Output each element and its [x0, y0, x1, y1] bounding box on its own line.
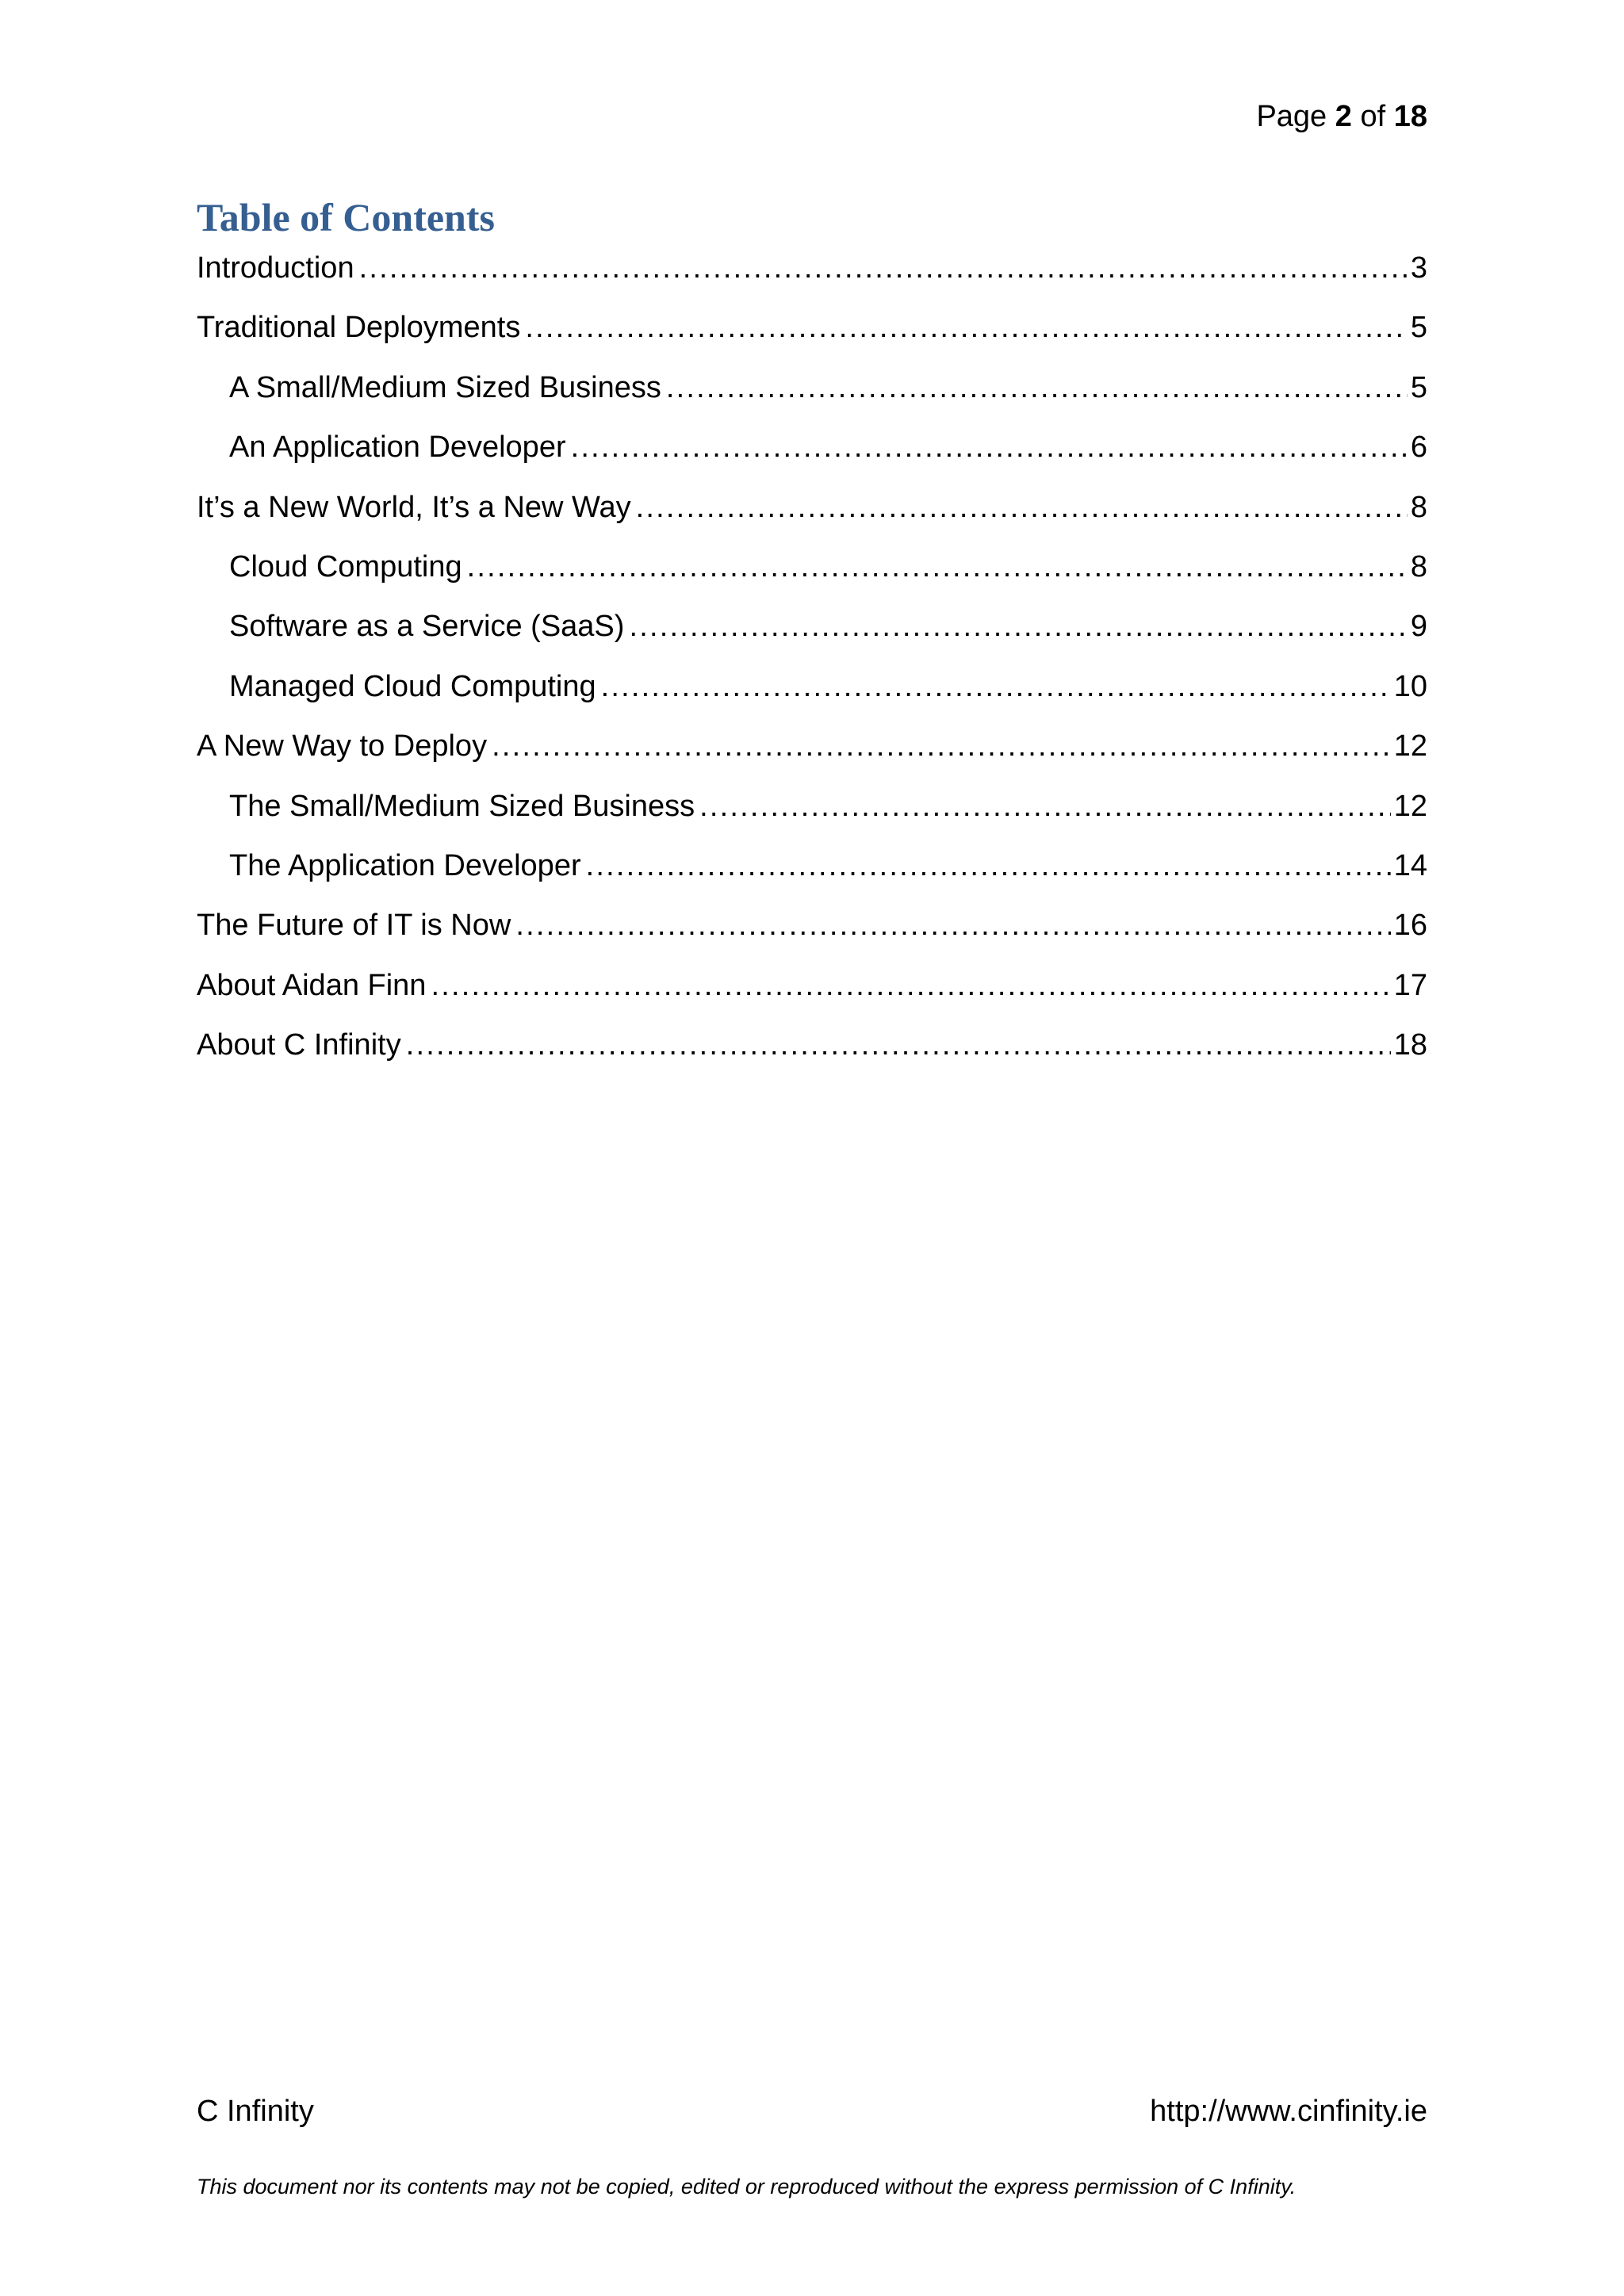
- toc-entry-the-small-medium-business[interactable]: [197, 783, 1427, 843]
- toc-dot-leader: [629, 603, 1407, 649]
- toc-title: Table of Contents: [197, 195, 495, 239]
- toc-entry-introduction[interactable]: [197, 245, 1427, 304]
- page-number-header: [1256, 95, 1427, 138]
- toc-entry-about-c-infinity[interactable]: [197, 1022, 1427, 1081]
- total-pages-number: 18: [1393, 100, 1427, 133]
- toc-dot-leader: [586, 843, 1391, 889]
- toc-entry-label: An Application Developer: [229, 430, 566, 465]
- footer-disclaimer: This document nor its contents may not be copied, edited or reproduced without the express permission of C Infinity.: [197, 2175, 1297, 2198]
- toc-entry-page: 8: [1410, 549, 1427, 584]
- toc-entry-label: Cloud Computing: [229, 549, 462, 584]
- toc-entry-page: 3: [1410, 251, 1427, 285]
- toc-entry-label: It’s a New World, It’s a New Way: [197, 490, 631, 524]
- toc-entry-managed-cloud-computing[interactable]: [197, 664, 1427, 723]
- toc-dot-leader: [467, 544, 1408, 590]
- toc-entry-page: 17: [1393, 968, 1427, 1002]
- page-prefix: Page: [1256, 100, 1327, 133]
- toc-entry-label: About Aidan Finn: [197, 968, 427, 1002]
- toc-entry-page: 5: [1410, 370, 1427, 404]
- toc-entry-label: Managed Cloud Computing: [229, 669, 596, 703]
- toc-entry-traditional-deployments[interactable]: [197, 304, 1427, 364]
- of-label: of: [1360, 100, 1386, 133]
- toc-dot-leader: [406, 1022, 1391, 1068]
- toc-entry-label: A New Way to Deploy: [197, 729, 488, 763]
- toc-entry-page: 12: [1393, 729, 1427, 763]
- footer-company-name: C Infinity: [197, 2095, 314, 2128]
- toc-entry-label: A Small/Medium Sized Business: [229, 370, 661, 404]
- toc-entry-label: Introduction: [197, 251, 354, 285]
- toc-entry-future-of-it[interactable]: [197, 902, 1427, 962]
- toc-dot-leader: [492, 723, 1391, 769]
- toc-entry-page: 10: [1393, 669, 1427, 703]
- toc-entry-label: About C Infinity: [197, 1028, 401, 1062]
- toc-entry-page: 9: [1410, 610, 1427, 644]
- toc-dot-leader: [359, 245, 1408, 291]
- toc-entry-cloud-computing[interactable]: [197, 544, 1427, 603]
- toc-entry-page: 8: [1410, 490, 1427, 524]
- toc-dot-leader: [699, 783, 1391, 829]
- toc-entry-label: Traditional Deployments: [197, 311, 521, 345]
- toc-entry-about-aidan-finn[interactable]: [197, 962, 1427, 1022]
- toc-entry-page: 5: [1410, 311, 1427, 345]
- footer-website-url[interactable]: http://www.cinfinity.ie: [1150, 2095, 1427, 2128]
- toc-entry-page: 18: [1393, 1028, 1427, 1062]
- toc-entry-label: The Small/Medium Sized Business: [229, 789, 695, 823]
- toc-entry-label: The Future of IT is Now: [197, 909, 511, 943]
- current-page-number: 2: [1335, 100, 1352, 133]
- toc-entry-page: 14: [1393, 848, 1427, 882]
- toc-entry-application-developer[interactable]: [197, 424, 1427, 484]
- toc-dot-leader: [431, 962, 1390, 1008]
- toc-entry-page: 6: [1410, 430, 1427, 465]
- toc-dot-leader: [525, 304, 1408, 350]
- toc-entry-label: The Application Developer: [229, 848, 581, 882]
- toc-entry-label: Software as a Service (SaaS): [229, 610, 625, 644]
- toc-dot-leader: [571, 424, 1408, 470]
- toc-entry-small-medium-business[interactable]: [197, 365, 1427, 424]
- toc-dot-leader: [666, 365, 1408, 411]
- toc-entry-software-as-a-service[interactable]: [197, 603, 1427, 663]
- toc-list: [197, 245, 1427, 1081]
- toc-entry-new-world-new-way[interactable]: [197, 484, 1427, 544]
- toc-entry-page: 12: [1393, 789, 1427, 823]
- toc-entry-page: 16: [1393, 909, 1427, 943]
- toc-entry-the-application-developer[interactable]: [197, 843, 1427, 902]
- toc-entry-new-way-to-deploy[interactable]: [197, 723, 1427, 783]
- toc-dot-leader: [636, 484, 1408, 530]
- toc-dot-leader: [601, 664, 1391, 710]
- toc-dot-leader: [515, 902, 1390, 948]
